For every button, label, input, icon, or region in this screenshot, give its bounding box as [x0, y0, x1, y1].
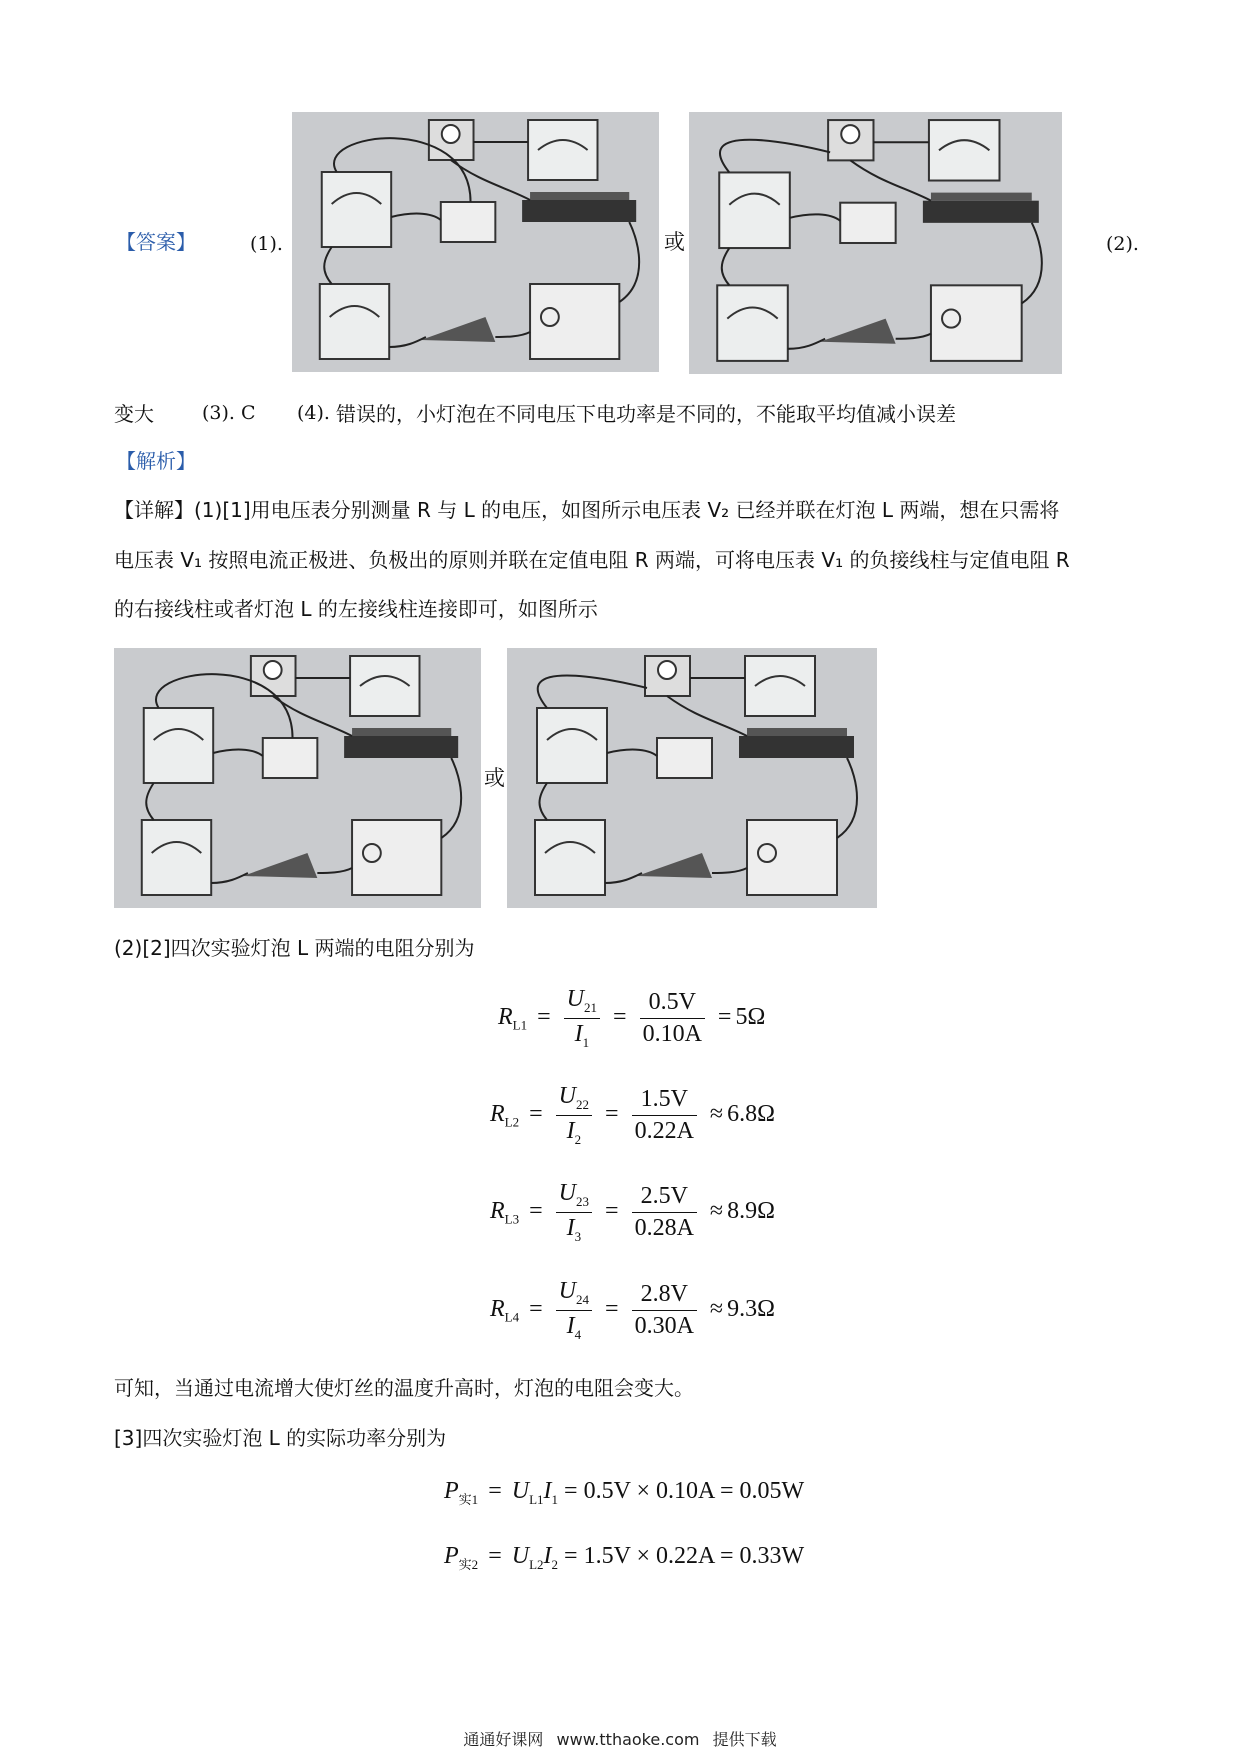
- detail-line-2: 电压表 V₁ 按照电流正极进、负极出的原则并联在定值电阻 R 两端，可将电压表 V₁ 的负接线柱与定值电阻 R: [114, 548, 1070, 572]
- formula-p1: $P_{实1} = U_{L1}I_1 = 0.5V \times 0.10A = 0.05W$: [444, 1478, 805, 1507]
- part2-conclusion: 可知，当通过电流增大使灯丝的温度升高时，灯泡的电阻会变大。: [114, 1376, 694, 1400]
- or-text-answer: 或: [664, 230, 685, 254]
- formula-r1: $R_{L1}$ = $\frac{U_{21}}{I_1}$ = $\frac{0.5V}{0.10A}$ = 5Ω: [498, 986, 766, 1050]
- part2-power-intro: [3]四次实验灯泡 L 的实际功率分别为: [114, 1426, 447, 1450]
- circuit-photo-detail-b: [507, 648, 877, 908]
- answer-item3: (3). C: [202, 402, 256, 424]
- page-footer: [0, 1727, 1240, 1750]
- detail-line-1: 【详解】(1)[1]用电压表分别测量 R 与 L 的电压，如图所示电压表 V₂ 已经并联在灯泡 L 两端，想在只需将: [114, 498, 1060, 522]
- formula-r2: $R_{L2}$ = $\frac{U_{22}}{I_2}$ = $\frac{1.5V}{0.22A}$ ≈ 6.8Ω: [490, 1083, 775, 1147]
- footer-site: 通通好课网: [463, 1730, 544, 1749]
- answer-item2-value: 变大: [114, 402, 154, 426]
- answer-item4-label: (4).: [297, 402, 330, 424]
- circuit-photo-answer-b: [689, 112, 1062, 374]
- part2-intro: (2)[2]四次实验灯泡 L 两端的电阻分别为: [114, 936, 475, 960]
- analysis-tag: 【解析】: [116, 449, 196, 473]
- footer-suffix: 提供下载: [712, 1730, 777, 1749]
- or-text-detail: 或: [484, 766, 505, 790]
- detail-line-3: 的右接线柱或者灯泡 L 的左接线柱连接即可，如图所示: [114, 597, 598, 621]
- formula-r3: $R_{L3}$ = $\frac{U_{23}}{I_3}$ = $\frac{2.5V}{0.28A}$ ≈ 8.9Ω: [490, 1180, 775, 1244]
- circuit-photo-detail-a: [114, 648, 481, 908]
- circuit-photo-answer-a: [292, 112, 659, 372]
- footer-url[interactable]: www.tthaoke.com: [556, 1730, 700, 1749]
- formula-r4: $R_{L4}$ = $\frac{U_{24}}{I_4}$ = $\frac{2.8V}{0.30A}$ ≈ 9.3Ω: [490, 1278, 775, 1342]
- r1-lhs: R: [498, 1003, 513, 1030]
- formula-p2: $P_{实2} = U_{L2}I_2 = 1.5V \times 0.22A = 0.33W$: [444, 1543, 805, 1572]
- answer-item4-text: 错误的，小灯泡在不同电压下电功率是不同的，不能取平均值减小误差: [336, 402, 956, 426]
- answer-tag: 【答案】: [116, 230, 196, 254]
- answer-item1-label: (1).: [250, 233, 283, 255]
- answer-item2-label: (2).: [1106, 233, 1139, 255]
